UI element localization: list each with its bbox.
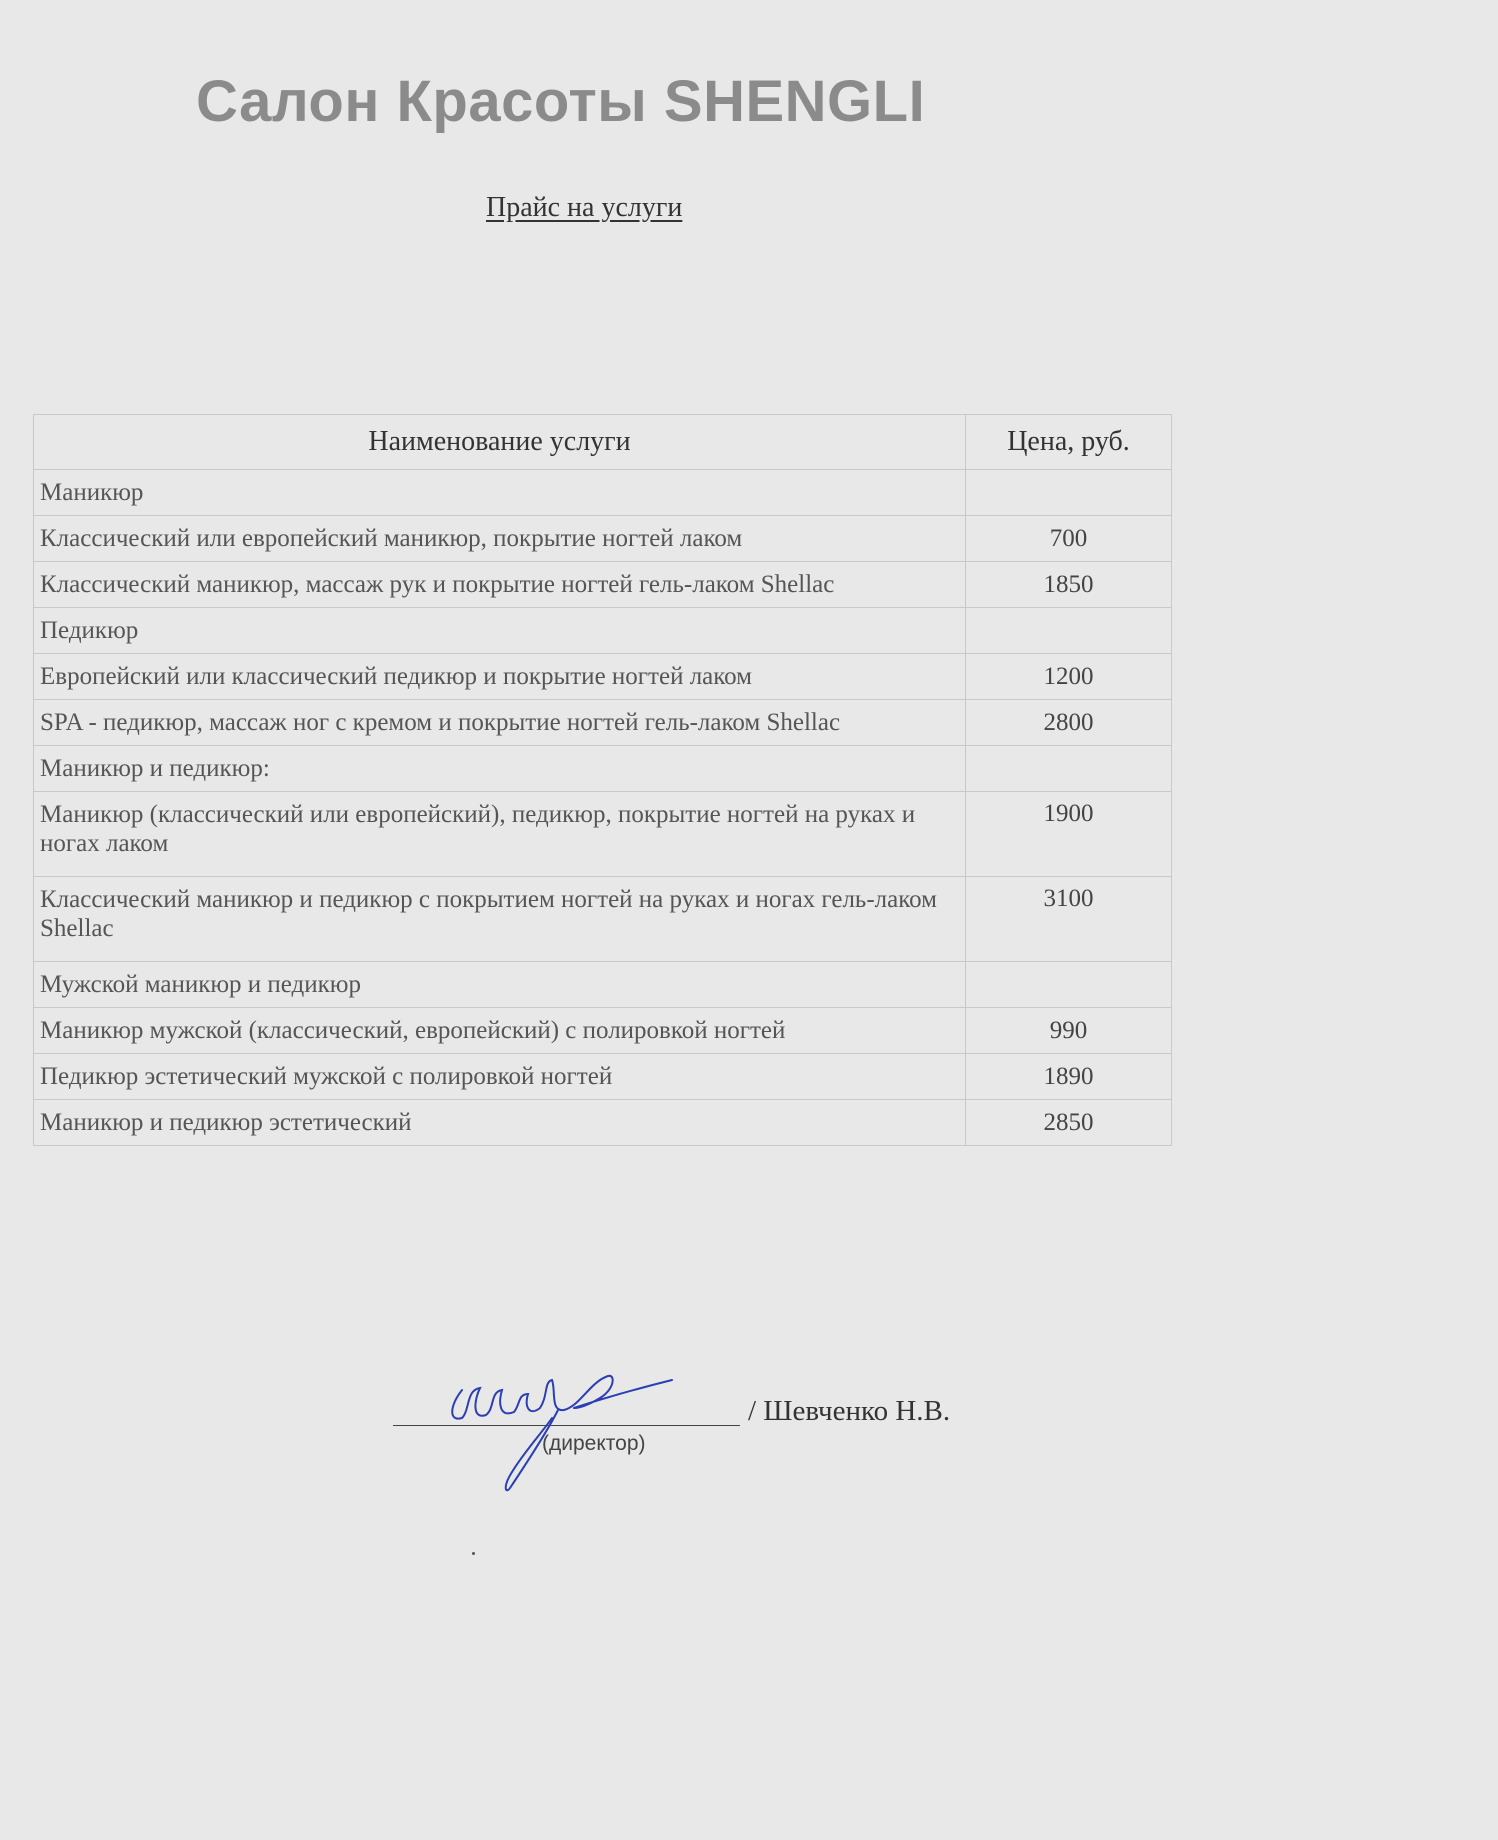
service-price: 3100 — [966, 877, 1172, 962]
price-table — [33, 414, 1172, 1146]
table-row — [34, 792, 1172, 877]
service-price — [966, 470, 1172, 516]
service-name: Педикюр эстетический мужской с полировкой ногтей — [34, 1054, 966, 1100]
table-row — [34, 654, 1172, 700]
table-row — [34, 562, 1172, 608]
table-row — [34, 746, 1172, 792]
price-list-heading: Прайс на услуги — [486, 192, 683, 223]
service-name: Маникюр и педикюр: — [34, 746, 966, 792]
salon-title: Салон Красоты SHENGLI — [196, 69, 926, 134]
service-name: Классический или европейский маникюр, покрытие ногтей лаком — [34, 516, 966, 562]
service-name: Классический маникюр, массаж рук и покрытие ногтей гель-лаком Shellac — [34, 562, 966, 608]
table-row — [34, 700, 1172, 746]
service-price — [966, 746, 1172, 792]
column-header-service: Наименование услуги — [34, 415, 966, 470]
service-name: Мужской маникюр и педикюр — [34, 962, 966, 1008]
service-name: SPA - педикюр, массаж ног с кремом и покрытие ногтей гель-лаком Shellac — [34, 700, 966, 746]
scan-speck — [472, 1552, 475, 1555]
service-name: Маникюр и педикюр эстетический — [34, 1100, 966, 1146]
service-name: Педикюр — [34, 608, 966, 654]
service-price: 1850 — [966, 562, 1172, 608]
service-price: 2850 — [966, 1100, 1172, 1146]
service-name: Классический маникюр и педикюр с покрытием ногтей на руках и ногах гель-лаком Shellac — [34, 877, 966, 962]
table-row — [34, 1054, 1172, 1100]
signatory-role: (директор) — [542, 1432, 646, 1455]
column-header-price: Цена, руб. — [966, 415, 1172, 470]
table-row — [34, 877, 1172, 962]
table-row — [34, 1100, 1172, 1146]
service-price: 1900 — [966, 792, 1172, 877]
service-name: Маникюр мужской (классический, европейский) с полировкой ногтей — [34, 1008, 966, 1054]
service-name: Маникюр — [34, 470, 966, 516]
signatory-name: / Шевченко Н.В. — [748, 1395, 951, 1427]
service-price: 990 — [966, 1008, 1172, 1054]
service-price: 1890 — [966, 1054, 1172, 1100]
service-name: Маникюр (классический или европейский), педикюр, покрытие ногтей на руках и ногах лаком — [34, 792, 966, 877]
table-row — [34, 516, 1172, 562]
service-price: 2800 — [966, 700, 1172, 746]
table-row — [34, 470, 1172, 516]
table-row — [34, 962, 1172, 1008]
service-name: Европейский или классический педикюр и покрытие ногтей лаком — [34, 654, 966, 700]
table-row — [34, 608, 1172, 654]
table-row — [34, 1008, 1172, 1054]
handwritten-signature — [440, 1360, 700, 1500]
service-price: 700 — [966, 516, 1172, 562]
service-price — [966, 608, 1172, 654]
service-price: 1200 — [966, 654, 1172, 700]
service-price — [966, 962, 1172, 1008]
